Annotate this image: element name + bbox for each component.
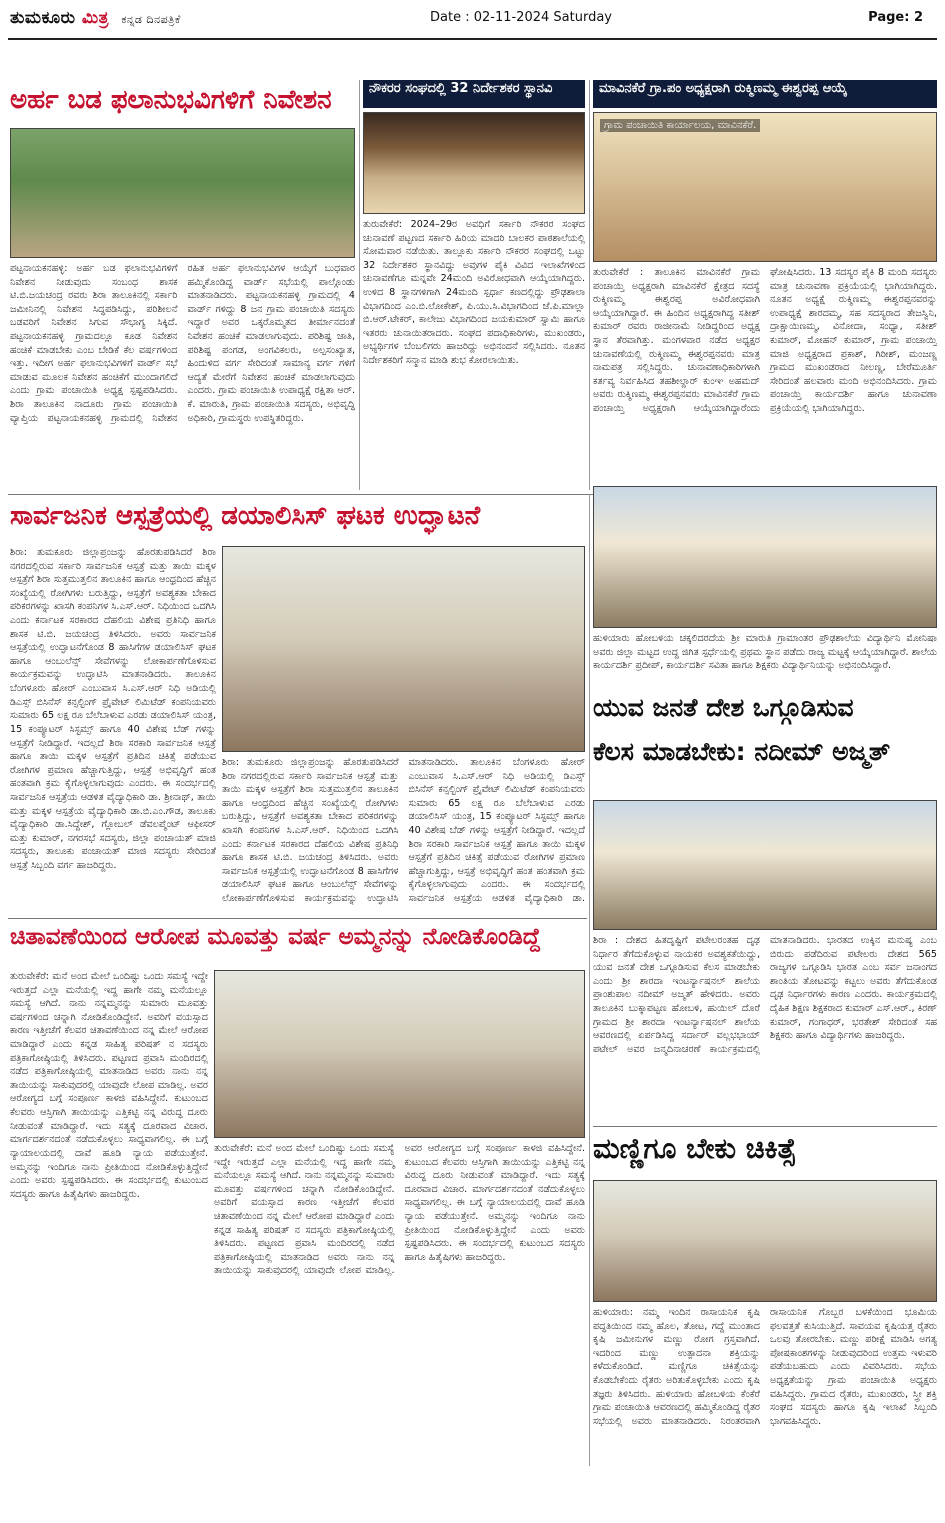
column-rule: [359, 80, 360, 490]
page-number: Page: 2: [868, 10, 923, 25]
story1-photo: [10, 128, 355, 258]
story8-headline: ಮಣ್ಣಿಗೂ ಬೇಕು ಚಿಕಿತ್ಸೆ: [593, 1134, 797, 1165]
brand-logo: [10, 8, 181, 28]
story6-headline-line1: ಯುವ ಜನತೆ ದೇಶ ಒಗ್ಗೂಡಿಸುವ: [593, 694, 854, 722]
story3-photo: [593, 112, 937, 262]
section-rule: [593, 1126, 937, 1127]
story2-body: ತುರುವೇಕೆರೆ: 2024–29ರ ಅವಧಿಗೆ ಸರ್ಕಾರಿ ನೌಕರರ ಸಂಘದ ಚುನಾವಣೆ ಪಟ್ಟಣದ ಸರ್ಕಾರಿ ಹಿರಿಯ ಮಾದರಿ ಬಾಲಕರ ಪಾಠಶಾಲೆಯಲ್ಲಿ ಸೋಮವಾರ ನಡೆಯಿತು. ತಾಲ್ಲೂಕು ಸರ್ಕಾರಿ ನೌಕರರ ಸಂಘದಲ್ಲಿ ಒಟ್ಟು 32 ನಿರ್ದೇಶಕರ ಸ್ಥಾನವಿದ್ದು ಅವುಗಳ ಪೈಕಿ ವಿವಿದ ಇಲಾಖೆಗಳಿಂದ ಚುನಾವಣೆಗೂ ಮನ್ನವೇ 24ಮಂದಿ ಅವಿರೋಧವಾಗಿ ಆಯ್ಕೆಯಾಗಿದ್ದರು. ಉಳಿದ 8 ಸ್ಥಾನಗಳಿಗಾಗಿ 24ಮಂದಿ ಸ್ಪರ್ಧಾ ಕಣದಲ್ಲಿದ್ದು ಪ್ರೌಢಶಾಲಾ ವಿಭಾಗದಿಂದ ಎಂ.ಬಿ.ಲೋಕೇಶ್, ಪಿ.ಯು.ಸಿ.ವಿಭಾಗದಿಂದ ಜೆ.ಪಿ.ಮಾಲ್ಲಾ ಬಿ.ಆರ್.ಟೇಕರ್, ಕಾಲೇಜು ವಿಭಾಗದಿಂದ ಜಯಕುಮಾರ್ ಸ್ವಾಮಿ ಹಾಗೂ ಇತರರು ಚುನಾಯಿತರಾದರು. ಸಂಘದ ಪದಾಧಿಕಾರಿಗಳು, ಮುಖಂಡರು, ಅಭ್ಯರ್ಥಿಗಳ ಬೆಂಬಲಿಗರು ಹಾಜರಿದ್ದು ಅಭಿನಂದನೆ ಸಲ್ಲಿಸಿದರು. ನೂತನ ನಿರ್ದೇಶಕರಿಗೆ ಸನ್ಮಾನ ಮಾಡಿ ಶುಭ ಕೋರಲಾಯಿತು.: [363, 219, 585, 367]
story5-photo: [593, 486, 937, 628]
masthead: [0, 0, 945, 40]
brand-accent: ಮಿತ್ರ: [81, 8, 109, 28]
story6-headline-line2: ಕೆಲಸ ಮಾಡಬೇಕು: ನದೀಮ್ ಅಜ್ಮತ್: [593, 738, 891, 766]
story8-body: ಹುಳಿಯಾರು: ನಮ್ಮ ಇಂದಿನ ರಾಸಾಯನಿಕ ಕೃಷಿ ಪದ್ಧತಿಯಿಂದ ನಮ್ಮ ಹೊಲ, ತೋಟ, ಗದ್ದೆ ಮುಂತಾದ ಕೃಷಿ ಜಮೀನುಗಳ ಮಣ್ಣು ರೋಗ ಗ್ರಸ್ತವಾಗಿದೆ. ಇದರಿಂದ ಮಣ್ಣು ಉತ್ಪಾದನಾ ಶಕ್ತಿಯನ್ನು ಕಳೆದುಕೊಂಡಿದೆ. ಮಣ್ಣಿಗೂ ಚಿಕಿತ್ಸೆಯನ್ನು ಕೊಡಬೇಕೆಂದು ರೈತರು ಅರಿತುಕೊಳ್ಳಬೇಕು ಎಂದು ಕೃಷಿ ತಜ್ಞರು ತಿಳಿಸಿದರು. ಹುಳಿಯಾರು ಹೋಬಳಿಯ ಕೆಂಕೆರೆ ಗ್ರಾಮ ಪಂಚಾಯಿತಿ ಆವರಣದಲ್ಲಿ ಹಮ್ಮಿಕೊಂಡಿದ್ದ ರೈತರ ಸಭೆಯಲ್ಲಿ ಅವರು ಮಾತನಾಡಿದರು. ನಿರಂತರವಾಗಿ ರಾಸಾಯನಿಕ ಗೊಬ್ಬರ ಬಳಕೆಯಿಂದ ಭೂಮಿಯ ಫಲವತ್ತತೆ ಕುಸಿಯುತ್ತಿದೆ. ಸಾವಯವ ಕೃಷಿಯತ್ತ ರೈತರು ಒಲವು ತೋರಬೇಕು. ಮಣ್ಣು ಪರೀಕ್ಷೆ ಮಾಡಿಸಿ ಅಗತ್ಯ ಪೋಷಕಾಂಶಗಳನ್ನು ನೀಡುವುದರಿಂದ ಉತ್ತಮ ಇಳುವರಿ ಪಡೆಯಬಹುದು ಎಂದು ವಿವರಿಸಿದರು. ಸಭೆಯ ಅಧ್ಯಕ್ಷತೆಯನ್ನು ಗ್ರಾಮ ಪಂಚಾಯಿತಿ ಅಧ್ಯಕ್ಷರು ವಹಿಸಿದ್ದರು. ಗ್ರಾಮದ ರೈತರು, ಮುಖಂಡರು, ಸ್ತ್ರೀ ಶಕ್ತಿ ಸಂಘದ ಸದಸ್ಯರು ಹಾಗೂ ಕೃಷಿ ಇಲಾಖೆ ಸಿಬ್ಬಂದಿ ಭಾಗವಹಿಸಿದ್ದರು.: [593, 1307, 937, 1427]
story4-body-a: ಶಿರಾ: ತುಮಕೂರು ಜಿಲ್ಲಾಪ್ರಂಜನ್ನು ಹೊರತುಪಡಿಸಿದರೆ ಶಿರಾ ನಗರದಲ್ಲಿರುವ ಸರ್ಕಾರಿ ಸಾರ್ವಜನಿಕ ಆಸ್ಪತ್ರೆ ಮತ್ತು ತಾಯಿ ಮಕ್ಕಳ ಆಸ್ಪತ್ರೆಗೆ ಶಿರಾ ಸುತ್ತಮುತ್ತಲಿನ ತಾಲೂಕಿನ ಹಾಗೂ ಆಂಧ್ರದಿಂದ ಹೆಚ್ಚಿನ ಸಂಖ್ಯೆಯಲ್ಲಿ ರೋಗಿಗಳು ಬರುತ್ತಿದ್ದು, ಆಸ್ಪತ್ರೆಗೆ ಅವಶ್ಯಕತಾ ಬೇಕಾದ ಪರಿಕರಗಳನ್ನು ಖಾಸಗಿ ಕಂಪನಿಗಳ ಸಿ.ಎಸ್.ಆರ್. ನಿಧಿಯಿಂದ ಒದಗಿಸಿ ಎಂದು ಕರ್ನಾಟಕ ಸರಕಾರದ ದೆಹಲಿಯ ವಿಶೇಷ ಪ್ರತಿನಿಧಿ ಹಾಗೂ ಶಾಸಕ ಟಿ.ಬಿ. ಜಯಚಂದ್ರ ತಿಳಿಸಿದರು. ಅವರು ಸಾರ್ವಜನಿಕ ಆಸ್ಪತ್ರೆಯಲ್ಲಿ ಉದ್ಘಾಟನೆಗೊಂಡ 8 ಹಾಸಿಗೆಗಳ ಡಯಾಲಿಸಿಸ್ ಘಟಕ ಹಾಗೂ ಆಂಬುಲೆನ್ಸ್ ಸೇವೆಗಳನ್ನು ಲೋಕಾರ್ಪಣೆಗೊಳಿಸುವ ಕಾರ್ಯಕ್ರಮವನ್ನು ಉದ್ಘಾಟಿಸಿ ಮಾತನಾಡಿದರು. ತಾಲೂಕಿನ ಬೆಂಗಳೂರು ಹೋರ್ ಎಂಬುವಾಸ ಸಿ.ಎಸ್.ಆರ್ ನಿಧಿ ಅಡಿಯಲ್ಲಿ ಡಿಎಸ್ಸ್ ಬಿಸಿನೆಸ್ ಕನ್ಸಲ್ಟಿಂಗ್ ಪ್ರೈವೇಟ್ ಲಿಮಿಟೆಡ್ ಕಂಪನಿಯವರು ಸುಮಾರು 65 ಲಕ್ಷ ರೂ ಬೆಲೆಬಾಳುವ ಎರಡು ಡಯಾಲಿಸಿಸ್ ಯಂತ್ರ, 15 ಕಂಪ್ಯೂಟರ್ ಸಿಸ್ಟಮ್ಸ್ ಹಾಗೂ 40 ವಿಶೇಷ ಬೆಡ್ ಗಳನ್ನು ಆಸ್ಪತ್ರೆಗೆ ನೀಡಿದ್ದಾರೆ. ಇದಲ್ಲದೆ ಶಿರಾ ಸರಕಾರಿ ಸಾರ್ವಜನಿಕ ಆಸ್ಪತ್ರೆ ಹಾಗೂ ತಾಯಿ ಮಕ್ಕಳ ಆಸ್ಪತ್ರೆಗೆ ಪ್ರತಿದಿನ ಚಿಕಿತ್ಸೆ ಪಡೆಯುವ ರೋಗಿಗಳ ಪ್ರಮಾಣ ಹೆಚ್ಚಾಗುತ್ತಿದ್ದು, ಆಸ್ಪತ್ರೆ ಅಭಿವೃದ್ಧಿಗೆ ಹಂತ ಹಂತವಾಗಿ ಕ್ರಮ ಕೈಗೊಳ್ಳಲಾಗುವುದು ಎಂದರು. ಈ ಸಂದರ್ಭದಲ್ಲಿ ಸಾರ್ವಜನಿಕ ಆಸ್ಪತ್ರೆಯ ಆಡಳಿತ ವೈದ್ಯಾಧಿಕಾರಿ ಡಾ. ಶ್ರೀನಾಥ್, ತಾಯಿ ಮತ್ತು ಮಕ್ಕಳ ಆಸ್ಪತ್ರೆಯ ವೈದ್ಯಾಧಿಕಾರಿ ಡಾ.ಬಿ.ಎಂ.ಗೌಡ, ತಾಲೂಕು ವೈದ್ಯಾಧಿಕಾರಿ ಡಾ.ಸಿದ್ದೇಶ್, ಗ್ಲೋಬಲ್ ಡೆವಲಪ್ಮೆಂಟ್ ಆಫೀಸರ್ ಮತ್ತು ಕುಮಾರ್, ನಗರಸಭೆ ಸದಸ್ಯರು, ಜಿಲ್ಲಾ ಪಂಚಾಯತ್ ಮಾಜಿ ಸದಸ್ಯರು, ತಾಲೂಕು ಪಂಚಾಯತ್ ಮಾಜಿ ಸದಸ್ಯರು ಸೇರಿದಂತೆ ಆಸ್ಪತ್ರೆ ಸಿಬ್ಬಂದಿ ವರ್ಗ ಹಾಜರಿದ್ದರು.: [10, 547, 216, 872]
column-rule: [589, 494, 590, 1466]
issue-date: Date : 02-11-2024 Saturday: [430, 10, 612, 25]
section-rule: [8, 918, 587, 919]
story6-photo: [593, 800, 937, 930]
story4-photo: [222, 546, 585, 752]
story3-photo-sign: ಗ್ರಾಮ ಪಂಚಾಯಿತಿ ಕಾರ್ಯಾಲಯ, ಮಾವಿನಕೆರೆ.: [600, 119, 760, 132]
story7-body-b: ತುರುವೇಕೆರೆ: ಮನೆ ಅಂದ ಮೇಲೆ ಒಂದಿಷ್ಟು ಒಂದು ಸಮಸ್ಯೆ ಇದ್ದೇ ಇರುತ್ತದೆ ಎಲ್ಲಾ ಮನೆಯಲ್ಲಿ ಇದ್ದ ಹಾಗೇ ನಮ್ಮ ಮನೆಯಲ್ಲೂ ಸಮಸ್ಯೆ ಆಗಿದೆ. ನಾನು ನನ್ನಮ್ಮನನ್ನು ಸುಮಾರು ಮೂವತ್ತು ವರ್ಷಗಳಿಂದ ಚನ್ನಾಗಿ ನೋಡಿಕೊಂಡಿದ್ದೇನೆ. ಅವರಿಗೆ ವಯಸ್ಸಾದ ಕಾರಣ ಇತ್ತೀಚೆಗೆ ಕೆಲವರ ಚಿತಾವಣೆಯಿಂದ ನನ್ನ ಮೇಲೆ ಆರೋಪ ಮಾಡಿದ್ದಾರೆ ಎಂದು ಕನ್ನಡ ಸಾಹಿತ್ಯ ಪರಿಷತ್ ನ ಸದಸ್ಯರು ಪತ್ರಿಕಾಗೋಷ್ಠಿಯಲ್ಲಿ ತಿಳಿಸಿದರು. ಪಟ್ಟಣದ ಪ್ರವಾಸಿ ಮಂದಿರದಲ್ಲಿ ನಡೆದ ಪತ್ರಿಕಾಗೋಷ್ಠಿಯಲ್ಲಿ ಮಾತನಾಡಿದ ಅವರು ನಾನು ನನ್ನ ತಾಯಿಯನ್ನು ಸಾಕುವುದರಲ್ಲಿ ಯಾವುದೇ ಲೋಪ ಮಾಡಿಲ್ಲ. ಅವರ ಆರೋಗ್ಯದ ಬಗ್ಗೆ ಸಂಪೂರ್ಣ ಕಾಳಜಿ ವಹಿಸಿದ್ದೇನೆ. ಕುಟುಂಬದ ಕೆಲವರು ಆಸ್ತಿಗಾಗಿ ತಾಯಿಯನ್ನು ಎತ್ತಿಕಟ್ಟಿ ನನ್ನ ವಿರುದ್ಧ ದೂರು ನೀಡುವಂತೆ ಮಾಡಿದ್ದಾರೆ. ಇದು ಸತ್ಯಕ್ಕೆ ದೂರವಾದ ವಿಚಾರ. ಮಾರ್ಗದರ್ಶನದಂತೆ ನಡೆದುಕೊಳ್ಳಲು ಸಾಧ್ಯವಾಗಲಿಲ್ಲ. ಈ ಬಗ್ಗೆ ನ್ಯಾಯಾಲಯದಲ್ಲಿ ದಾವೆ ಹೂಡಿ ನ್ಯಾಯ ಪಡೆಯುತ್ತೇನೆ. ಅಮ್ಮನನ್ನು ಇಂದಿಗೂ ನಾನು ಪ್ರೀತಿಯಿಂದ ನೋಡಿಕೊಳ್ಳುತ್ತಿದ್ದೇನೆ ಎಂದು ಅವರು ಸ್ಪಷ್ಟಪಡಿಸಿದರು. ಈ ಸಂದರ್ಭದಲ್ಲಿ ಕುಟುಂಬದ ಸದಸ್ಯರು ಹಾಗೂ ಹಿತೈಷಿಗಳು ಹಾಜರಿದ್ದರು.: [214, 1143, 585, 1277]
story1-body: ಪಟ್ಟನಾಯಕನಹಳ್ಳಿ: ಅರ್ಹ ಬಡ ಫಲಾನುಭವಿಗಳಿಗೆ ನಿವೇಶನ ನೀಡುವುದು ಸಂಬಂಧ ಶಾಸಕ ಟಿ.ಬಿ.ಜಯಚಂದ್ರ ರವರು ಶಿರಾ ತಾಲೂಕಿನಲ್ಲಿ ಸರ್ಕಾರಿ ಜಮೀನಿನಲ್ಲಿ ನಿವೇಶನ ಸಿದ್ಧಪಡಿಸಿದ್ದು, ಪರಿಶೀಲನೆ ಬಡವರಿಗೆ ನಿವೇಶನ ಸಿಗುವ ಸೌಭಾಗ್ಯ ಸಿಕ್ಕಿದೆ. ಪಟ್ಟನಾಯಕನಹಳ್ಳಿ ಗ್ರಾಮದಲ್ಲೂ ಕೂಡ ನಿವೇಶನ ಹಂಚಿಕೆ ಮಾಡಬೇಕು ಎಂಬ ಬೇಡಿಕೆ ಕೆಲ ವರ್ಷಗಳಿಂದ ಇತ್ತು. ಇದೀಗ ಅರ್ಹ ಫಲಾನುಭವಿಗಳಿಗೆ ವಾರ್ಡ್ ಸಭೆ ಮಾಡುವ ಮೂಲಕ ನಿವೇಶನ ಹಂಚಿಕೆಗೆ ಮುಂದಾಗಲಿದೆ ಎಂದು ಗ್ರಾಮ ಪಂಚಾಯಿತಿ ಅಧ್ಯಕ್ಷ ಸ್ಪಷ್ಟಪಡಿಸಿದರು. ಶಿರಾ ತಾಲೂಕಿನ ನಾದೂರು ಗ್ರಾಮ ಪಂಚಾಯಿತಿ ವ್ಯಾಪ್ತಿಯ ಪಟ್ಟನಾಯಕನಹಳ್ಳಿ ಗ್ರಾಮದಲ್ಲಿ ನಿವೇಶನ ರಹಿತ ಅರ್ಹ ಫಲಾನುಭವಿಗಳ ಆಯ್ಕೆಗೆ ಬುಧವಾರ ಹಮ್ಮಿಕೊಂಡಿದ್ದ ವಾರ್ಡ್ ಸಭೆಯಲ್ಲಿ ಪಾಲ್ಗೊಂಡು ಮಾತನಾಡಿದರು. ಪಟ್ಟನಾಯಕನಹಳ್ಳಿ ಗ್ರಾಮದಲ್ಲಿ 4 ವಾರ್ಡ್ ಗಳಿದ್ದು 8 ಜನ ಗ್ರಾಮ ಪಂಚಾಯಿತಿ ಸದಸ್ಯರು ಇದ್ದಾರೆ ಅವರ ಒಕ್ಕರೊಮ್ಮತದ ತೀರ್ಮಾನದಂತೆ ನಿವೇಶನ ಹಂಚಿಕೆ ಮಾಡಲಾಗುವುದು. ಪರಿಶಿಷ್ಟ ಜಾತಿ, ಪರಿಶಿಷ್ಟ ಪಂಗಡ, ಅಂಗವಿಕಲರು, ಅಲ್ಪಸಂಖ್ಯಾತ, ಹಿಂದುಳಿದ ವರ್ಗ ಸೇರಿದಂತೆ ಸಾಮಾನ್ಯ ವರ್ಗ ಗಳಿಗೆ ಆದ್ಯತೆ ಮೇರೆಗೆ ನಿವೇಶನ ಹಂಚಿಕೆ ಮಾಡಲಾಗುವುದು ಎಂದರು. ಗ್ರಾಮ ಪಂಚಾಯಿತಿ ಉಪಾಧ್ಯಕ್ಷೆ ರಕ್ಷಿತಾ ಆರ್. ಕೆ. ಮಾರುತಿ, ಗ್ರಾಮ ಪಂಚಾಯಿತಿ ಸದಸ್ಯರು, ಅಭಿವೃದ್ಧಿ ಅಧಿಕಾರಿ, ಗ್ರಾಮಸ್ಥರು ಉಪಸ್ಥಿತರಿದ್ದರು.: [10, 263, 355, 424]
story3-body: ತುರುವೇಕೆರೆ : ತಾಲೂಕಿನ ಮಾವಿನಕೆರೆ ಗ್ರಾಮ ಪಂಚಾಯ್ತಿ ಅಧ್ಯಕ್ಷರಾಗಿ ಮಾವಿನಕೆರೆ ಕ್ಷೇತ್ರದ ಸದಸ್ಯೆ ರುಕ್ಮಿಣಮ್ಮ ಈಶ್ವರಪ್ಪ ಅವಿರೋಧವಾಗಿ ಆಯ್ಕೆಯಾಗಿದ್ದಾರೆ. ಈ ಹಿಂದಿನ ಅಧ್ಯಕ್ಷರಾಗಿದ್ದ ಸತೀಶ್ ಕುಮಾರ್ ರವರು ರಾಜೀನಾಮೆ ನೀಡಿದ್ದರಿಂದ ಅಧ್ಯಕ್ಷ ಸ್ಥಾನ ತೆರವಾಗಿತ್ತು. ಮಂಗಳವಾರ ನಡೆದ ಅಧ್ಯಕ್ಷರ ಚುನಾವಣೆಯಲ್ಲಿ ರುಕ್ಮಿಣಮ್ಮ ಈಶ್ವರಪ್ಪನವರು ಮಾತ್ರ ನಾಮಪತ್ರ ಸಲ್ಲಿಸಿದ್ದರು. ಚುನಾವಣಾಧಿಕಾರಿಗಳಾಗಿ ಕರ್ತವ್ಯ ನಿರ್ವಹಿಸಿದ ತಹಶೀಲ್ದಾರ್ ಕುಂಞ ಅಹಮದ್ ಅವರು ರುಕ್ಮಿಣಮ್ಮ ಈಶ್ವರಪ್ಪನವರು ಮಾವಿನಕೆರೆ ಗ್ರಾಮ ಪಂಚಾಯ್ತಿ ಅಧ್ಯಕ್ಷರಾಗಿ ಆಯ್ಕೆಯಾಗಿದ್ದಾರೆಂದು ಘೋಷಿಸಿದರು. 13 ಸದಸ್ಯರ ಪೈಕಿ 8 ಮಂದಿ ಸದಸ್ಯರು ಮಾತ್ರ ಚುನಾವಣಾ ಪ್ರಕ್ರಿಯೆಯಲ್ಲಿ ಭಾಗಿಯಾಗಿದ್ದರು. ನೂತನ ಅಧ್ಯಕ್ಷೆ ರುಕ್ಮಿಣಮ್ಮ ಈಶ್ವರಪ್ಪನವರನ್ನು ಉಪಾಧ್ಯಕ್ಷೆ ಶಾರದಮ್ಮ, ಸಹ ಸದಸ್ಯರಾದ ತೇಜಸ್ವಿನಿ, ದ್ರಾಕ್ಷಾಯಿಣಮ್ಮ, ವಿನೋದಾ, ಸಂಧ್ಯಾ, ಸತೀಶ್ ಕುಮಾರ್, ಮೋಹನ್ ಕುಮಾರ್, ಗ್ರಾಮ ಪಂಚಾಯ್ತಿ ಮಾಜಿ ಅಧ್ಯಕ್ಷರಾದ ಪ್ರಕಾಶ್, ಗಿರೀಶ್, ಮಂಜಣ್ಣ ಗ್ರಾಮದ ಮುಖಂಡರಾದ ನೀಲಣ್ಣ, ಬೇರೆಮೂರ್ತಿ ಸೇರಿದಂತೆ ಹಲವಾರು ಮಂದಿ ಅಭಿನಂದಿಸಿದರು. ಗ್ರಾಮ ಪಂಚಾಯ್ತಿ ಕಾರ್ಯದರ್ಶಿ ಹಾಗೂ ಚುನಾವಣಾ ಪ್ರಕ್ರಿಯೆಯಲ್ಲಿ ಭಾಗಿಯಾಗಿದ್ದರು.: [593, 267, 937, 415]
story3-headline: ಮಾವಿನಕೆರೆ ಗ್ರಾ.ಪಂ ಅಧ್ಯಕ್ಷರಾಗಿ ರುಕ್ಮಿಣಮ್ಮ ಈಶ್ವರಪ್ಪ ಆಯ್ಕೆ: [593, 80, 937, 108]
story2-headline: ನೌಕರರ ಸಂಘದಲ್ಲಿ 32 ನಿರ್ದೇಶಕರ ಸ್ಥಾನವಿ: [363, 80, 585, 108]
story7-photo: [214, 970, 585, 1138]
brand-main: ತುಮಕೂರು: [10, 8, 76, 28]
story1-headline: ಅರ್ಹ ಬಡ ಫಲಾನುಭವಿಗಳಿಗೆ ನಿವೇಶನ: [10, 86, 332, 115]
story2-photo: [363, 112, 585, 214]
masthead-rule: [8, 38, 937, 40]
story8-photo: [593, 1180, 937, 1302]
story5-caption: ಹುಳಿಯಾರು ಹೋಬಳಿಯ ಚಕ್ಕಲಿದರದೆಯ ಶ್ರೀ ಮಾರುತಿ ಗ್ರಾಮಾಂತರ ಪ್ರೌಢಶಾಲೆಯ ವಿದ್ಯಾರ್ಥಿನಿ ಮೋನಿಷಾ ಅವರು ಜಿಲ್ಲಾ ಮಟ್ಟದ ಉದ್ದ ಜಿಗಿತ ಸ್ಪರ್ಧೆಯಲ್ಲಿ ಪ್ರಥಮ ಸ್ಥಾನ ಪಡೆದು ರಾಜ್ಯ ಮಟ್ಟಕ್ಕೆ ಆಯ್ಕೆಯಾಗಿದ್ದಾರೆ. ಶಾಲೆಯ ಕಾರ್ಯದರ್ಶಿ ಪ್ರದೀಪ್, ಕಾರ್ಯದರ್ಶಿ ಸವಿತಾ ಹಾಗೂ ಶಿಕ್ಷಕರು ವಿದ್ಯಾರ್ಥಿನಿಯನ್ನು ಅಭಿನಂದಿಸಿದ್ದಾರೆ.: [593, 633, 937, 672]
story7-body-a: ತುರುವೇಕೆರೆ: ಮನೆ ಅಂದ ಮೇಲೆ ಒಂದಿಷ್ಟು ಒಂದು ಸಮಸ್ಯೆ ಇದ್ದೇ ಇರುತ್ತದೆ ಎಲ್ಲಾ ಮನೆಯಲ್ಲಿ ಇದ್ದ ಹಾಗೇ ನಮ್ಮ ಮನೆಯಲ್ಲೂ ಸಮಸ್ಯೆ ಆಗಿದೆ. ನಾನು ನನ್ನಮ್ಮನನ್ನು ಸುಮಾರು ಮೂವತ್ತು ವರ್ಷಗಳಿಂದ ಚನ್ನಾಗಿ ನೋಡಿಕೊಂಡಿದ್ದೇನೆ. ಅವರಿಗೆ ವಯಸ್ಸಾದ ಕಾರಣ ಇತ್ತೀಚೆಗೆ ಕೆಲವರ ಚಿತಾವಣೆಯಿಂದ ನನ್ನ ಮೇಲೆ ಆರೋಪ ಮಾಡಿದ್ದಾರೆ ಎಂದು ಕನ್ನಡ ಸಾಹಿತ್ಯ ಪರಿಷತ್ ನ ಸದಸ್ಯರು ಪತ್ರಿಕಾಗೋಷ್ಠಿಯಲ್ಲಿ ತಿಳಿಸಿದರು. ಪಟ್ಟಣದ ಪ್ರವಾಸಿ ಮಂದಿರದಲ್ಲಿ ನಡೆದ ಪತ್ರಿಕಾಗೋಷ್ಠಿಯಲ್ಲಿ ಮಾತನಾಡಿದ ಅವರು ನಾನು ನನ್ನ ತಾಯಿಯನ್ನು ಸಾಕುವುದರಲ್ಲಿ ಯಾವುದೇ ಲೋಪ ಮಾಡಿಲ್ಲ. ಅವರ ಆರೋಗ್ಯದ ಬಗ್ಗೆ ಸಂಪೂರ್ಣ ಕಾಳಜಿ ವಹಿಸಿದ್ದೇನೆ. ಕುಟುಂಬದ ಕೆಲವರು ಆಸ್ತಿಗಾಗಿ ತಾಯಿಯನ್ನು ಎತ್ತಿಕಟ್ಟಿ ನನ್ನ ವಿರುದ್ಧ ದೂರು ನೀಡುವಂತೆ ಮಾಡಿದ್ದಾರೆ. ಇದು ಸತ್ಯಕ್ಕೆ ದೂರವಾದ ವಿಚಾರ. ಮಾರ್ಗದರ್ಶನದಂತೆ ನಡೆದುಕೊಳ್ಳಲು ಸಾಧ್ಯವಾಗಲಿಲ್ಲ. ಈ ಬಗ್ಗೆ ನ್ಯಾಯಾಲಯದಲ್ಲಿ ದಾವೆ ಹೂಡಿ ನ್ಯಾಯ ಪಡೆಯುತ್ತೇನೆ. ಅಮ್ಮನನ್ನು ಇಂದಿಗೂ ನಾನು ಪ್ರೀತಿಯಿಂದ ನೋಡಿಕೊಳ್ಳುತ್ತಿದ್ದೇನೆ ಎಂದು ಅವರು ಸ್ಪಷ್ಟಪಡಿಸಿದರು. ಈ ಸಂದರ್ಭದಲ್ಲಿ ಕುಟುಂಬದ ಸದಸ್ಯರು ಹಾಗೂ ಹಿತೈಷಿಗಳು ಹಾಜರಿದ್ದರು.: [10, 971, 208, 1200]
column-rule: [589, 80, 590, 490]
story7-headline: ಚಿತಾವಣೆಯಿಂದ ಆರೋಪ ಮೂವತ್ತು ವರ್ಷ ಅಮ್ಮನನ್ನು ನೋಡಿಕೊಂಡಿದ್ದೆ: [10, 925, 541, 950]
story4-headline: ಸಾರ್ವಜನಿಕ ಆಸ್ಪತ್ರೆಯಲ್ಲಿ ಡಯಾಲಿಸಿಸ್ ಘಟಕ ಉದ್ಘಾಟನೆ: [10, 502, 481, 531]
story4-body-b: ಶಿರಾ: ತುಮಕೂರು ಜಿಲ್ಲಾಪ್ರಂಜನ್ನು ಹೊರತುಪಡಿಸಿದರೆ ಶಿರಾ ನಗರದಲ್ಲಿರುವ ಸರ್ಕಾರಿ ಸಾರ್ವಜನಿಕ ಆಸ್ಪತ್ರೆ ಮತ್ತು ತಾಯಿ ಮಕ್ಕಳ ಆಸ್ಪತ್ರೆಗೆ ಶಿರಾ ಸುತ್ತಮುತ್ತಲಿನ ತಾಲೂಕಿನ ಹಾಗೂ ಆಂಧ್ರದಿಂದ ಹೆಚ್ಚಿನ ಸಂಖ್ಯೆಯಲ್ಲಿ ರೋಗಿಗಳು ಬರುತ್ತಿದ್ದು, ಆಸ್ಪತ್ರೆಗೆ ಅವಶ್ಯಕತಾ ಬೇಕಾದ ಪರಿಕರಗಳನ್ನು ಖಾಸಗಿ ಕಂಪನಿಗಳ ಸಿ.ಎಸ್.ಆರ್. ನಿಧಿಯಿಂದ ಒದಗಿಸಿ ಎಂದು ಕರ್ನಾಟಕ ಸರಕಾರದ ದೆಹಲಿಯ ವಿಶೇಷ ಪ್ರತಿನಿಧಿ ಹಾಗೂ ಶಾಸಕ ಟಿ.ಬಿ. ಜಯಚಂದ್ರ ತಿಳಿಸಿದರು. ಅವರು ಸಾರ್ವಜನಿಕ ಆಸ್ಪತ್ರೆಯಲ್ಲಿ ಉದ್ಘಾಟನೆಗೊಂಡ 8 ಹಾಸಿಗೆಗಳ ಡಯಾಲಿಸಿಸ್ ಘಟಕ ಹಾಗೂ ಆಂಬುಲೆನ್ಸ್ ಸೇವೆಗಳನ್ನು ಲೋಕಾರ್ಪಣೆಗೊಳಿಸುವ ಕಾರ್ಯಕ್ರಮವನ್ನು ಉದ್ಘಾಟಿಸಿ ಮಾತನಾಡಿದರು. ತಾಲೂಕಿನ ಬೆಂಗಳೂರು ಹೋರ್ ಎಂಬುವಾಸ ಸಿ.ಎಸ್.ಆರ್ ನಿಧಿ ಅಡಿಯಲ್ಲಿ ಡಿಎಸ್ಸ್ ಬಿಸಿನೆಸ್ ಕನ್ಸಲ್ಟಿಂಗ್ ಪ್ರೈವೇಟ್ ಲಿಮಿಟೆಡ್ ಕಂಪನಿಯವರು ಸುಮಾರು 65 ಲಕ್ಷ ರೂ ಬೆಲೆಬಾಳುವ ಎರಡು ಡಯಾಲಿಸಿಸ್ ಯಂತ್ರ, 15 ಕಂಪ್ಯೂಟರ್ ಸಿಸ್ಟಮ್ಸ್ ಹಾಗೂ 40 ವಿಶೇಷ ಬೆಡ್ ಗಳನ್ನು ಆಸ್ಪತ್ರೆಗೆ ನೀಡಿದ್ದಾರೆ. ಇದಲ್ಲದೆ ಶಿರಾ ಸರಕಾರಿ ಸಾರ್ವಜನಿಕ ಆಸ್ಪತ್ರೆ ಹಾಗೂ ತಾಯಿ ಮಕ್ಕಳ ಆಸ್ಪತ್ರೆಗೆ ಪ್ರತಿದಿನ ಚಿಕಿತ್ಸೆ ಪಡೆಯುವ ರೋಗಿಗಳ ಪ್ರಮಾಣ ಹೆಚ್ಚಾಗುತ್ತಿದ್ದು, ಆಸ್ಪತ್ರೆ ಅಭಿವೃದ್ಧಿಗೆ ಹಂತ ಹಂತವಾಗಿ ಕ್ರಮ ಕೈಗೊಳ್ಳಲಾಗುವುದು ಎಂದರು. ಈ ಸಂದರ್ಭದಲ್ಲಿ ಸಾರ್ವಜನಿಕ ಆಸ್ಪತ್ರೆಯ ಆಡಳಿತ ವೈದ್ಯಾಧಿಕಾರಿ ಡಾ.: [222, 757, 585, 905]
story6-body: ಶಿರಾ : ದೇಶದ ಹಿತದೃಷ್ಟಿಗೆ ಪಟೇಲರಂತಹ ದೃಢ ನಿರ್ಧಾರ ತೆಗೆದುಕೊಳ್ಳುವ ನಾಯಕರ ಅವಶ್ಯಕತೆಯಿದ್ದು, ಯುವ ಜನತೆ ದೇಶ ಒಗ್ಗೂಡಿಸುವ ಕೆಲಸ ಮಾಡಬೇಕು ಎಂದು ಶ್ರೀ ಶಾರದಾ ಇಂಟರ್ನ್ಯಾಷನಲ್ ಶಾಲೆಯ ಪ್ರಾಂಶುಪಾಲ ನದೀಮ್ ಅಜ್ಮತ್ ಹೇಳಿದರು. ಅವರು ತಾಲೂಕಿನ ಬುಕ್ಕಾಪಟ್ಟಣ ಹೋಬಳಿ, ಹುಯಿಲ್ ದೊರೆ ಗ್ರಾಮದ ಶ್ರೀ ಶಾರದಾ ಇಂಟರ್ನ್ಯಾಷನಲ್ ಶಾಲೆಯ ಆವರಣದಲ್ಲಿ ಏರ್ಪಡಿಸಿದ್ದ ಸರ್ದಾರ್ ವಲ್ಲಭಭಾಯ್ ಪಟೇಲ್ ಅವರ ಜನ್ಮದಿನಾಚರಣೆ ಕಾರ್ಯಕ್ರಮದಲ್ಲಿ ಮಾತನಾಡಿದರು. ಭಾರತದ ಉಕ್ಕಿನ ಮನುಷ್ಯ ಎಂಬ ಬಿರುದು ಪಡೆದಿರುವ ಪಟೇಲರು ದೇಶದ 565 ರಾಜ್ಯಗಳ ಒಗ್ಗೂಡಿಸಿ ಭಾರತ ಎಂಬ ಸರ್ವ ಜನಾಂಗದ ಶಾಂತಿಯ ತೋಟವನ್ನು ಕಟ್ಟಲು ಅವರು ತೆಗೆದುಕೊಂಡ ದೃಢ ನಿರ್ಧಾರಗಳು ಕಾರಣ ಎಂದರು. ಕಾರ್ಯಕ್ರಮದಲ್ಲಿ ದೈಹಿಕ ಶಿಕ್ಷಣ ಶಿಕ್ಷಕರಾದ ಕುಮಾರ್ ಎಸ್.ಆರ್., ಕಿರಣ್ ಕುಮಾರ್, ಗಂಗಾಧರ್, ಭರತೇಶ್ ಸೇರಿದಂತೆ ಸಹ ಶಿಕ್ಷಕರು ಹಾಗೂ ವಿದ್ಯಾರ್ಥಿಗಳು ಹಾಜರಿದ್ದರು.: [593, 935, 937, 1055]
brand-sub: ಕನ್ನಡ ದಿನಪತ್ರಿಕೆ: [121, 13, 181, 26]
